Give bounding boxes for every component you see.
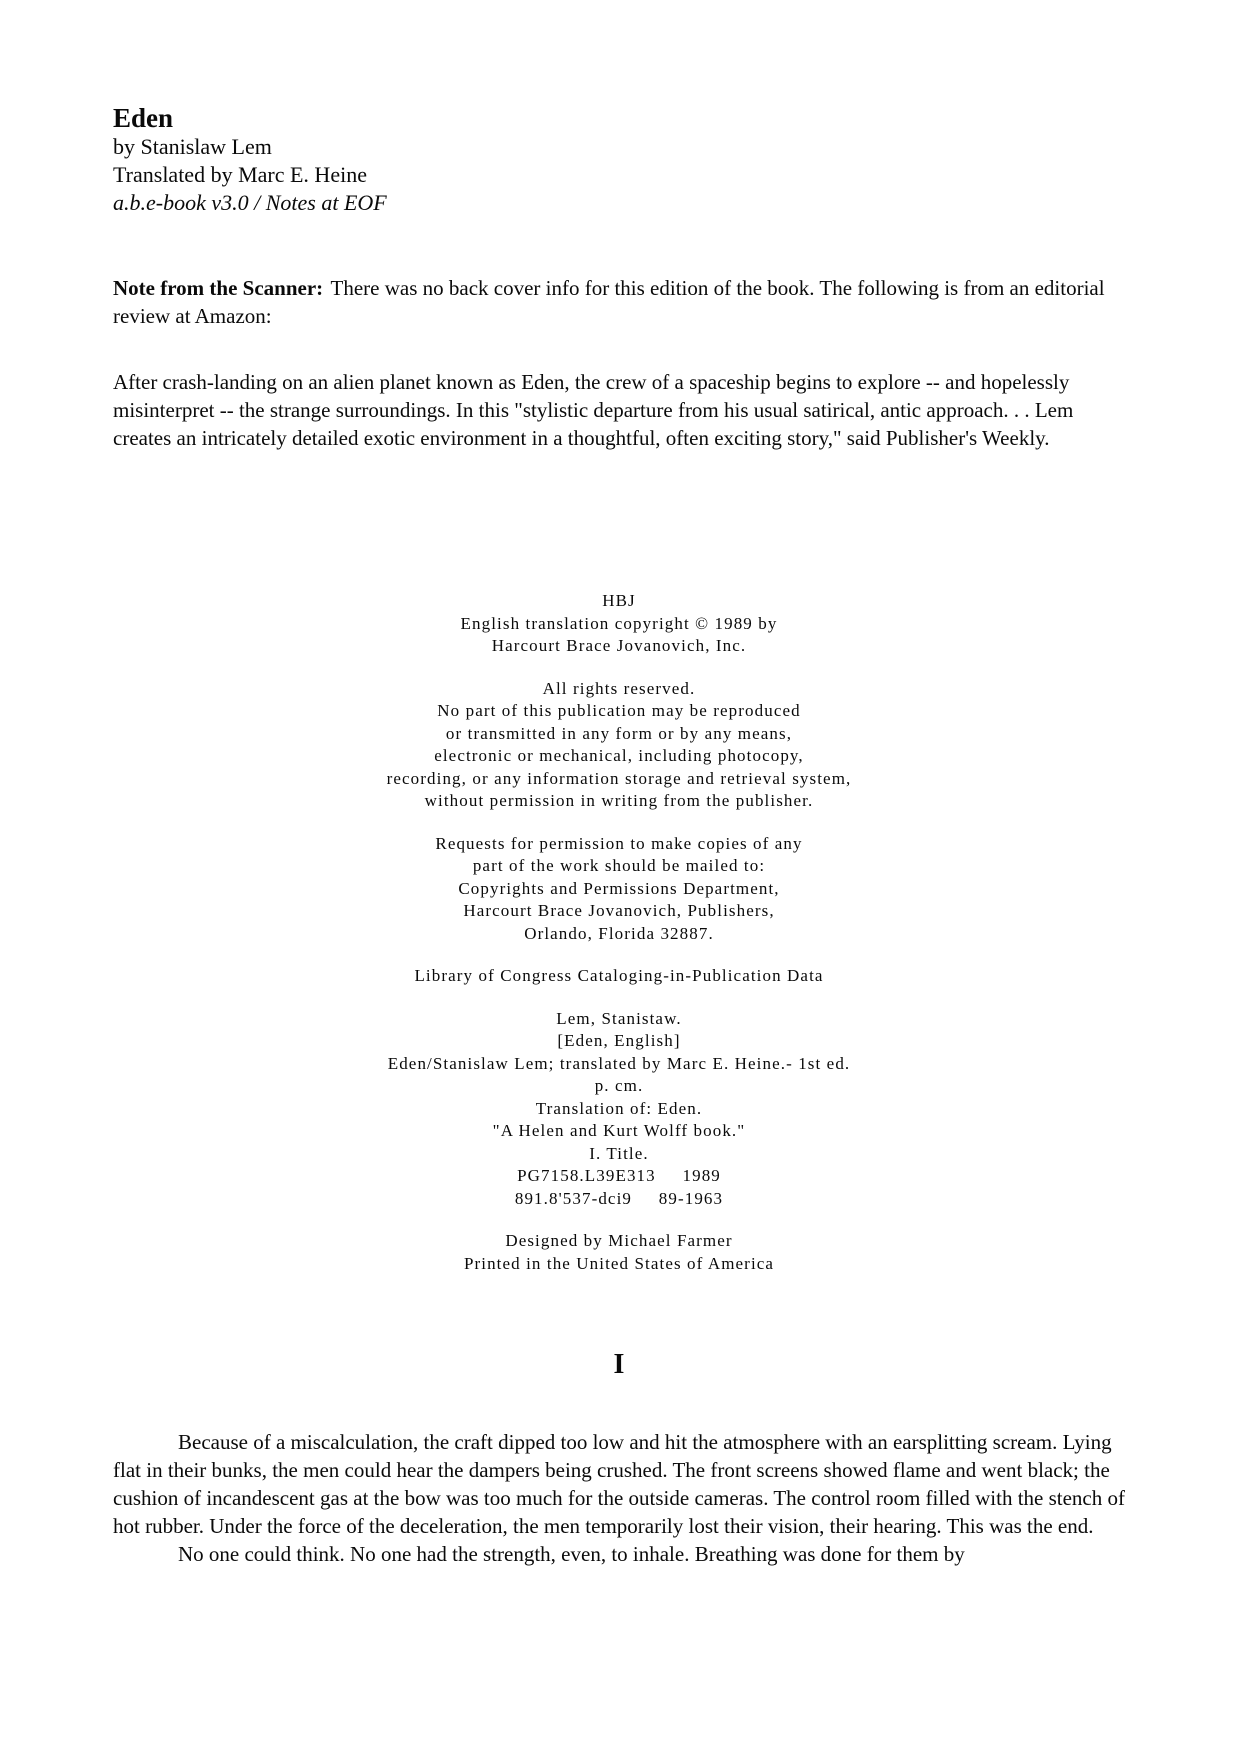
- chapter-paragraph: No one could think. No one had the strength, even, to inhale. Breathing was done for them by: [178, 1542, 965, 1566]
- colophon-line: English translation copyright © 1989 by: [460, 613, 778, 633]
- translator-line: Translated by Marc E. Heine: [113, 162, 367, 187]
- colophon-line: part of the work should be mailed to:: [472, 856, 766, 875]
- colophon-line: I. Title.: [589, 1143, 649, 1163]
- colophon-line: No part of this publication may be reproduced: [437, 701, 801, 720]
- colophon-line: Harcourt Brace Jovanovich, Publishers,: [463, 901, 775, 920]
- colophon-line: Library of Congress Cataloging-in-Publication Data: [414, 966, 824, 985]
- colophon-line: p. cm.: [594, 1076, 644, 1095]
- scanner-note-label: Note from the Scanner:: [113, 276, 324, 300]
- permissions-group: [113, 833, 1125, 946]
- loc-heading-group: [113, 965, 1125, 988]
- catalog-data-group: [113, 1008, 1125, 1211]
- colophon-line: Requests for permission to make copies of any: [435, 833, 803, 853]
- publisher-copyright-group: [113, 590, 1125, 658]
- colophon-line: [Eden, English]: [557, 1031, 681, 1050]
- colophon-line: Harcourt Brace Jovanovich, Inc.: [491, 636, 747, 655]
- colophon-line: Orlando, Florida 32887.: [524, 923, 714, 943]
- colophon-line: electronic or mechanical, including photocopy,: [434, 746, 804, 765]
- colophon-line: Lem, Stanistaw.: [556, 1008, 682, 1028]
- colophon-line: Printed in the United States of America: [463, 1253, 775, 1273]
- chapter-paragraph: Because of a miscalculation, the craft dipped too low and hit the atmosphere with an earsplitting scream. Lying flat in their bunks, the men could hear the dampers being crushed. The front screens showed flame and went black; the cushion of incandescent gas at the bow was too much for the outside cameras. The control room filled with the stench of hot rubber. Under the force of the deceleration, the men temporarily lost their vision, their hearing. This was the end.: [113, 1430, 1125, 1538]
- colophon-line: Designed by Michael Farmer: [505, 1231, 733, 1250]
- colophon-line: All rights reserved.: [542, 678, 696, 698]
- ebook-version-note: a.b.e-book v3.0 / Notes at EOF: [113, 190, 387, 215]
- byline: by Stanislaw Lem: [113, 134, 272, 159]
- design-print-group: [113, 1230, 1125, 1275]
- colophon-line: HBJ: [602, 591, 636, 610]
- colophon-line: Eden/Stanislaw Lem; translated by Marc E. Heine.- 1st ed.: [387, 1053, 851, 1073]
- title-block: [113, 103, 1125, 217]
- colophon-line: Translation of: Eden.: [535, 1098, 703, 1118]
- colophon-line: 891.8'537-dci9 89-1963: [514, 1188, 724, 1208]
- review-paragraph: After crash-landing on an alien planet known as Eden, the crew of a spaceship begins to explore -- and hopelessly misinterpret -- the strange surroundings. In this "stylistic departure from his usual satirical, antic approach. . . Lem creates an intricately detailed exotic environment in a thoughtful, often exciting story," said Publisher's Weekly.: [113, 370, 1074, 450]
- scanner-note: [113, 274, 1125, 330]
- scanner-note-text: There was no back cover info for this edition of the book. The following is from an editorial review at Amazon:: [113, 276, 1105, 328]
- colophon-line: Copyrights and Permissions Department,: [458, 878, 780, 898]
- colophon-line: PG7158.L39E313 1989: [517, 1166, 721, 1185]
- rights-reserved-group: [113, 678, 1125, 813]
- colophon-line: or transmitted in any form or by any means,: [445, 723, 793, 743]
- chapter-heading: I: [613, 1349, 625, 1380]
- colophon-line: "A Helen and Kurt Wolff book.": [492, 1121, 746, 1140]
- colophon-line: without permission in writing from the publisher.: [424, 791, 814, 810]
- colophon-line: recording, or any information storage and retrieval system,: [386, 768, 852, 788]
- book-title: Eden: [113, 103, 174, 133]
- copyright-colophon: [113, 590, 1125, 1275]
